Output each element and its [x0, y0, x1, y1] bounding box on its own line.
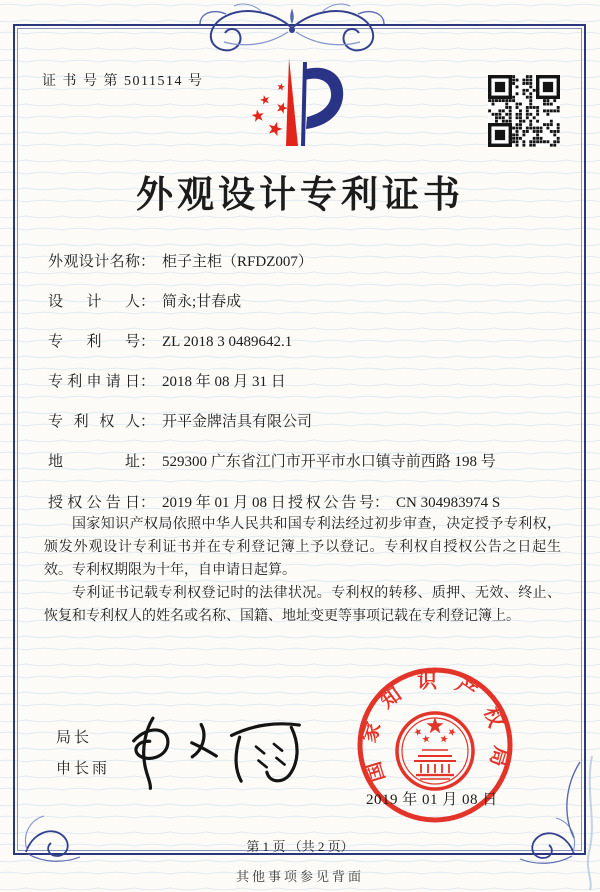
- field-value: 柜子主柜（RFDZ007）: [162, 254, 313, 270]
- logo-stars: [252, 83, 288, 136]
- field-value: ZL 2018 3 0489642.1: [162, 334, 293, 350]
- field-colon: ：: [140, 334, 156, 350]
- field-label: 专利号: [48, 334, 140, 350]
- legal-paragraph: 国家知识产权局依照中华人民共和国专利法经过初步审查，决定授予专利权，颁发外观设计专利证书并在专利登记簿上予以登记。专利权自授权公告之日起生效。专利权期限为十年，自申请日起算。: [44, 517, 561, 578]
- field-colon: ：: [140, 374, 156, 390]
- field-value: 开平金牌洁具有限公司: [162, 414, 313, 430]
- field-colon: ：: [140, 254, 156, 270]
- field-row-patentee: [48, 410, 312, 431]
- field-value: 简永;甘春成: [162, 294, 242, 310]
- field-colon: ：: [140, 294, 156, 310]
- field-row-grant-number: [288, 491, 500, 512]
- field-label: 授权公告日: [48, 495, 140, 511]
- field-row-patent-number: [48, 330, 292, 351]
- field-row-grant-date: [48, 491, 286, 512]
- legal-text: [44, 513, 561, 628]
- field-colon: ：: [140, 454, 156, 470]
- field-row-filing-date: [48, 370, 286, 391]
- field-row-address: [48, 450, 496, 471]
- qr-code-icon: [488, 75, 560, 147]
- field-label: 设计人: [48, 294, 140, 310]
- seal-ring-text: 国家知识产权局: [358, 670, 512, 785]
- field-value: 2018 年 08 月 31 日: [162, 374, 286, 390]
- field-label: 地址: [48, 454, 140, 470]
- seal-date: 2019 年 01 月 08 日: [366, 792, 498, 808]
- field-colon: ：: [140, 414, 156, 430]
- certificate-number: 证 书 号 第 5011514 号: [42, 74, 204, 89]
- national-emblem: [397, 713, 473, 789]
- field-row-designer: [48, 290, 241, 311]
- field-label: 外观设计名称: [48, 254, 140, 270]
- legal-paragraph: 专利证书记载专利权登记时的法律状况。专利权的转移、质押、无效、终止、恢复和专利权人的姓名或名称、国籍、地址变更等事项记载在专利登记簿上。: [44, 586, 561, 624]
- page-indicator: 第 1 页 （共 2 页）: [246, 839, 354, 854]
- logo-red-wedge: [286, 58, 298, 146]
- signer-title: 局长: [56, 730, 93, 746]
- field-label: 授权公告号: [288, 495, 374, 511]
- field-colon: ：: [140, 495, 156, 511]
- back-side-note: 其他事项参见背面: [235, 869, 364, 884]
- field-label: 专利申请日: [48, 374, 140, 390]
- signer-name: 申长雨: [56, 761, 111, 777]
- tiananmen-gate-glyph: [414, 750, 456, 779]
- field-value: CN 304983974 S: [396, 495, 501, 511]
- field-value: 529300 广东省江门市开平市水口镇寺前西路 198 号: [162, 454, 496, 470]
- field-value: 2019 年 01 月 08 日: [162, 495, 286, 511]
- handwritten-signature-icon: [116, 698, 316, 798]
- cnipa-logo-icon: [244, 56, 348, 152]
- field-colon: ：: [374, 495, 390, 511]
- certificate-title: 外观设计专利证书: [136, 175, 464, 216]
- field-row-design-name: [48, 250, 313, 271]
- logo-p-bowl: [305, 68, 343, 129]
- field-label: 专利权人: [48, 414, 140, 430]
